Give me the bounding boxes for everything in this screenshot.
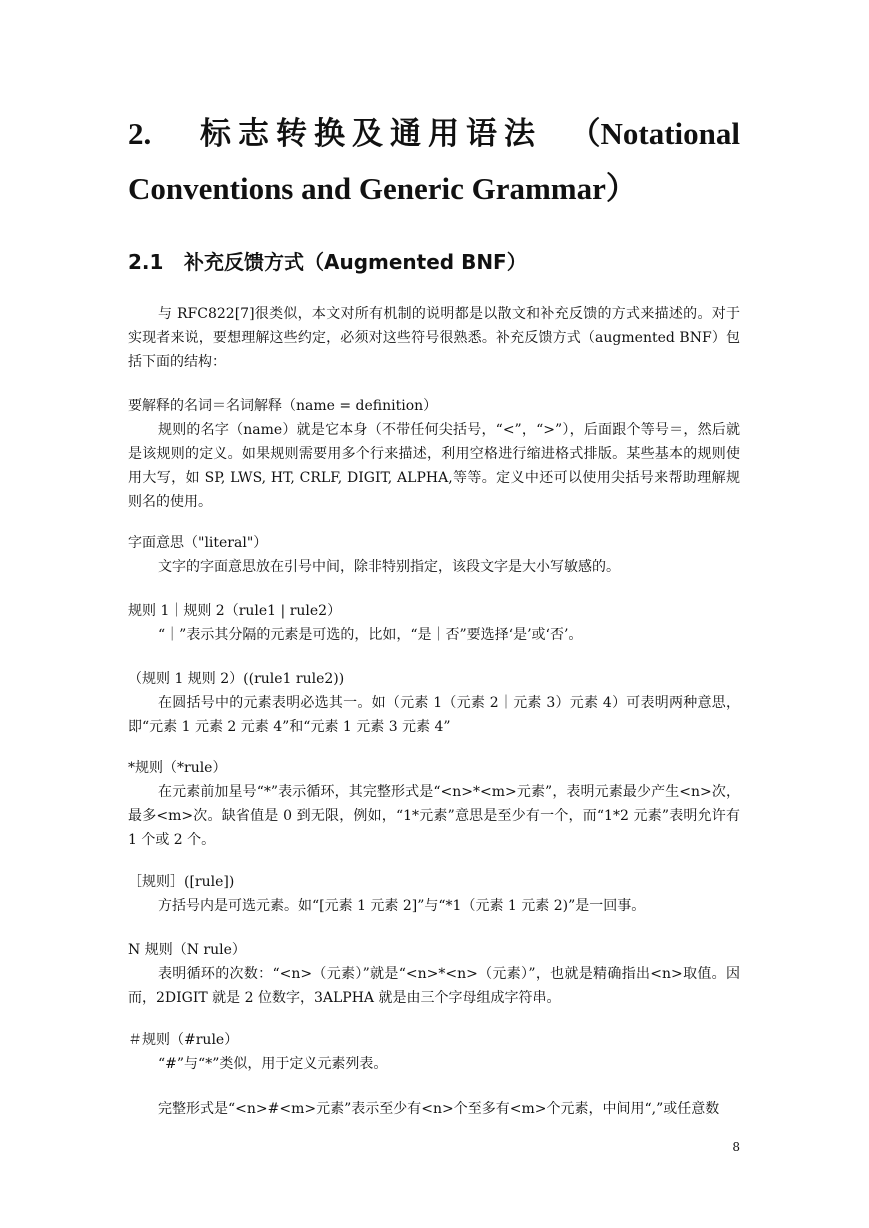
chapter-title-en: Notational	[600, 116, 740, 151]
rule-desc-specific-repetition: 表明循环的次数：“<n>（元素）”就是“<n>*<n>（元素）”，也就是精确指出<n>取值。因而，2DIGIT 就是 2 位数字，3ALPHA 就是由三个字母组成字符串。	[128, 966, 740, 1006]
intro-paragraph: 与 RFC822[7]很类似，本文对所有机制的说明都是以散文和补充反馈的方式来描述的。对于实现者来说，要想理解这些约定，必须对这些符号很熟悉。补充反馈方式（augmented BNF）包括下面的结构：	[128, 306, 740, 370]
rule-term-optional: ［规则］([rule])	[128, 874, 235, 890]
chapter-number: 2.	[128, 116, 152, 151]
page-number: 8	[732, 1140, 740, 1154]
rule-desc-repetition: 在元素前加星号“*”表示循环，其完整形式是“<n>*<m>元素”，表明元素最少产生<n>次，最多<m>次。缺省值是 0 到无限，例如，“1*元素”意思是至少有一个，而“1*2 元素”表明允许有 1 个或 2 个。	[128, 784, 740, 848]
chapter-heading-line-1	[128, 106, 740, 162]
section-heading	[128, 244, 740, 280]
rule-desc-optional: 方括号内是可选元素。如“[元素 1 元素 2]”与“*1（元素 1 元素 2)”是一回事。	[158, 898, 646, 914]
section-number: 2.1	[128, 250, 164, 274]
chapter-title-cjk: 标志转换及通用语法	[200, 116, 542, 151]
chapter-title-paren: （	[569, 116, 601, 151]
rule-desc-alternative: “｜”表示其分隔的元素是可选的，比如，“是｜否”要选择‘是’或‘否’。	[158, 627, 583, 643]
rule-desc-name-definition: 规则的名字（name）就是它本身（不带任何尖括号，“<”，“>”），后面跟个等号＝，然后就是该规则的定义。如果规则需要用多个行来描述，利用空格进行缩进格式排版。某些基本的规则使用大写，如 SP, LWS, HT, CRLF, DIGIT, ALPHA,等等。定义中还可以使用尖括号来帮助理解规则名的使用。	[128, 422, 740, 510]
rule-desc-group: 在圆括号中的元素表明必选其一。如（元素 1（元素 2｜元素 3）元素 4）可表明两种意思，即“元素 1 元素 2 元素 4”和“元素 1 元素 3 元素 4”	[128, 695, 740, 735]
rule-desc-literal: 文字的字面意思放在引号中间，除非特别指定，该段文字是大小写敏感的。	[158, 559, 620, 575]
rule-term-name-definition: 要解释的名词＝名词解释（name = definition）	[128, 398, 438, 414]
list-full-form-paragraph: 完整形式是“<n>#<m>元素”表示至少有<n>个至多有<m>个元素，中间用“,”或任意数	[158, 1101, 720, 1117]
rule-term-alternative: 规则 1｜规则 2（rule1 | rule2）	[128, 603, 342, 619]
chapter-heading-line-2: Conventions and Generic Grammar）	[128, 171, 637, 206]
section-title: 补充反馈方式（Augmented BNF）	[184, 250, 527, 274]
rule-term-specific-repetition: N 规则（N rule）	[128, 942, 246, 958]
rule-term-repetition: *规则（*rule）	[128, 760, 227, 776]
rule-desc-list: “#”与“*”类似，用于定义元素列表。	[158, 1056, 388, 1072]
rule-term-list: ＃规则（#rule）	[128, 1032, 239, 1048]
rule-term-group: （规则 1 规则 2）((rule1 rule2))	[128, 671, 345, 687]
rule-term-literal: 字面意思（"literal"）	[128, 535, 268, 551]
